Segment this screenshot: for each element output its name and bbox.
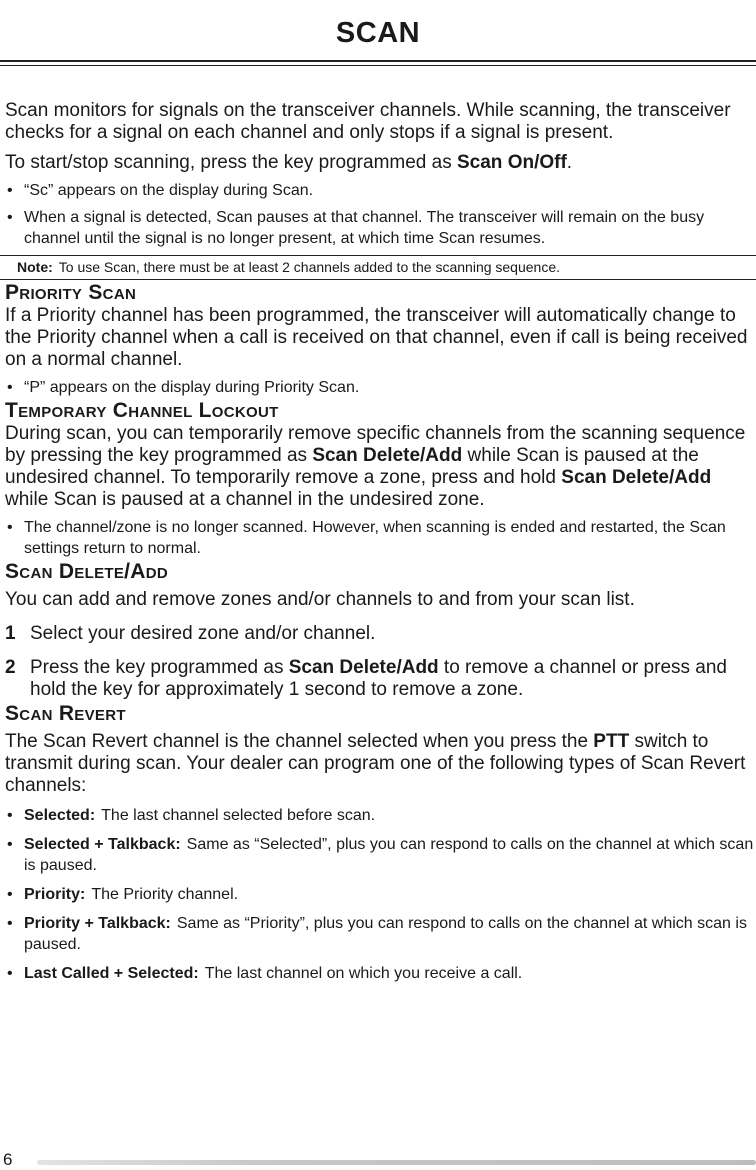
revert-type-label: Last Called + Selected: <box>24 965 199 982</box>
heading-scan-delete-add: Scan Delete/Add <box>5 560 169 583</box>
title-area <box>0 17 756 50</box>
revert-type-label: Selected: <box>24 807 96 824</box>
heading-priority-scan: Priority Scan <box>5 281 137 304</box>
lockout-paragraph <box>5 423 755 511</box>
revert-type-label: Priority + Talkback: <box>24 915 171 932</box>
step-number: 1 <box>5 623 16 644</box>
page-title: SCAN <box>335 17 421 49</box>
intro-bullet-list <box>5 180 755 249</box>
page-number: 6 <box>3 1150 13 1169</box>
bullet-dot: • <box>7 836 13 853</box>
step-text: Select your desired zone and/or channel. <box>30 623 376 644</box>
scan-revert-paragraph <box>5 731 755 797</box>
list-item <box>5 207 755 249</box>
heading-scan-revert: Scan Revert <box>5 702 126 725</box>
title-rule-thick <box>0 60 756 62</box>
lockout-text-2: while Scan is paused at the undesired channel. To temporarily remove a zone, press and hold <box>5 445 699 488</box>
footer-bar <box>37 1160 756 1165</box>
revert-text-1: The Scan Revert channel is the channel selected when you press the <box>5 731 594 752</box>
scan-on-off-key: Scan On/Off <box>457 152 567 173</box>
lockout-text-1: During scan, you can temporarily remove specific channels from the scanning sequence by pressing the key programmed as <box>5 423 746 466</box>
priority-bullet-list <box>5 377 755 398</box>
step-text-end: to remove a channel or press and hold the key for approximately 1 second to remove a zone. <box>30 657 727 700</box>
list-item <box>5 180 755 201</box>
scan-delete-add-key: Scan Delete/Add <box>312 445 463 466</box>
bullet-dot: • <box>7 965 13 982</box>
note-box <box>0 255 756 280</box>
scan-delete-add-key: Scan Delete/Add <box>561 467 712 488</box>
heading-temporary-channel-lockout: Temporary Channel Lockout <box>5 399 279 422</box>
delete-add-paragraph: You can add and remove zones and/or channels to and from your scan list. <box>5 589 635 610</box>
bullet-text: The channel/zone is no longer scanned. However, when scanning is ended and restarted, the Scan settings return to normal. <box>24 519 726 557</box>
title-rule-thin <box>0 65 756 66</box>
revert-type-label: Selected + Talkback: <box>24 836 181 853</box>
lockout-bullet-list <box>5 517 755 559</box>
revert-type-list <box>5 805 755 984</box>
step-item <box>5 657 755 701</box>
list-item <box>5 913 755 955</box>
page-content <box>5 100 755 984</box>
bullet-text: “P” appears on the display during Priority Scan. <box>24 379 360 396</box>
lockout-text-3: while Scan is paused at a channel in the undesired zone. <box>5 489 485 510</box>
list-item <box>5 517 755 559</box>
revert-type-label: Priority: <box>24 886 86 903</box>
revert-type-text: Same as “Priority”, plus you can respond to calls on the channel at which scan is paused. <box>24 915 747 953</box>
bullet-text: “Sc” appears on the display during Scan. <box>24 182 314 199</box>
list-item <box>5 377 755 398</box>
priority-scan-paragraph: If a Priority channel has been programmed, the transceiver will automatically change to the Priority channel when a call is received on that channel, even if call is being received on a normal channel. <box>5 305 748 370</box>
intro-paragraph: Scan monitors for signals on the transceiver channels. While scanning, the transceiver checks for a signal on each channel and only stops if a signal is present. <box>5 100 731 143</box>
bullet-dot: • <box>7 807 13 824</box>
start-stop-period: . <box>566 152 573 173</box>
list-item <box>5 963 755 984</box>
step-text: Press the key programmed as <box>30 657 289 678</box>
bullet-dot: • <box>7 182 13 199</box>
revert-type-text: The last channel selected before scan. <box>101 807 376 824</box>
bullet-text: When a signal is detected, Scan pauses at that channel. The transceiver will remain on the busy channel until the signal is no longer present, at which time Scan resumes. <box>24 209 705 247</box>
bullet-dot: • <box>7 886 13 903</box>
list-item <box>5 805 755 826</box>
ptt-key: PTT <box>593 731 630 752</box>
delete-add-steps <box>5 623 755 701</box>
revert-text-2: switch to transmit during scan. Your dealer can program one of the following types of Scan Revert channels: <box>5 731 746 796</box>
list-item <box>5 884 755 905</box>
step-number: 2 <box>5 657 16 678</box>
revert-type-text: The Priority channel. <box>91 886 239 903</box>
revert-type-text: The last channel on which you receive a call. <box>204 965 523 982</box>
bullet-dot: • <box>7 915 13 932</box>
note-label: Note: <box>17 259 53 275</box>
bullet-dot: • <box>7 209 13 226</box>
start-stop-paragraph <box>5 152 755 174</box>
bullet-dot: • <box>7 379 13 396</box>
revert-type-text: Same as “Selected”, plus you can respond to calls on the channel at which scan is paused. <box>24 836 754 874</box>
scan-delete-add-key: Scan Delete/Add <box>288 657 439 678</box>
bullet-dot: • <box>7 519 13 536</box>
start-stop-text: To start/stop scanning, press the key programmed as <box>5 152 457 173</box>
list-item <box>5 834 755 876</box>
step-item <box>5 623 755 645</box>
note-text: To use Scan, there must be at least 2 channels added to the scanning sequence. <box>58 259 561 275</box>
